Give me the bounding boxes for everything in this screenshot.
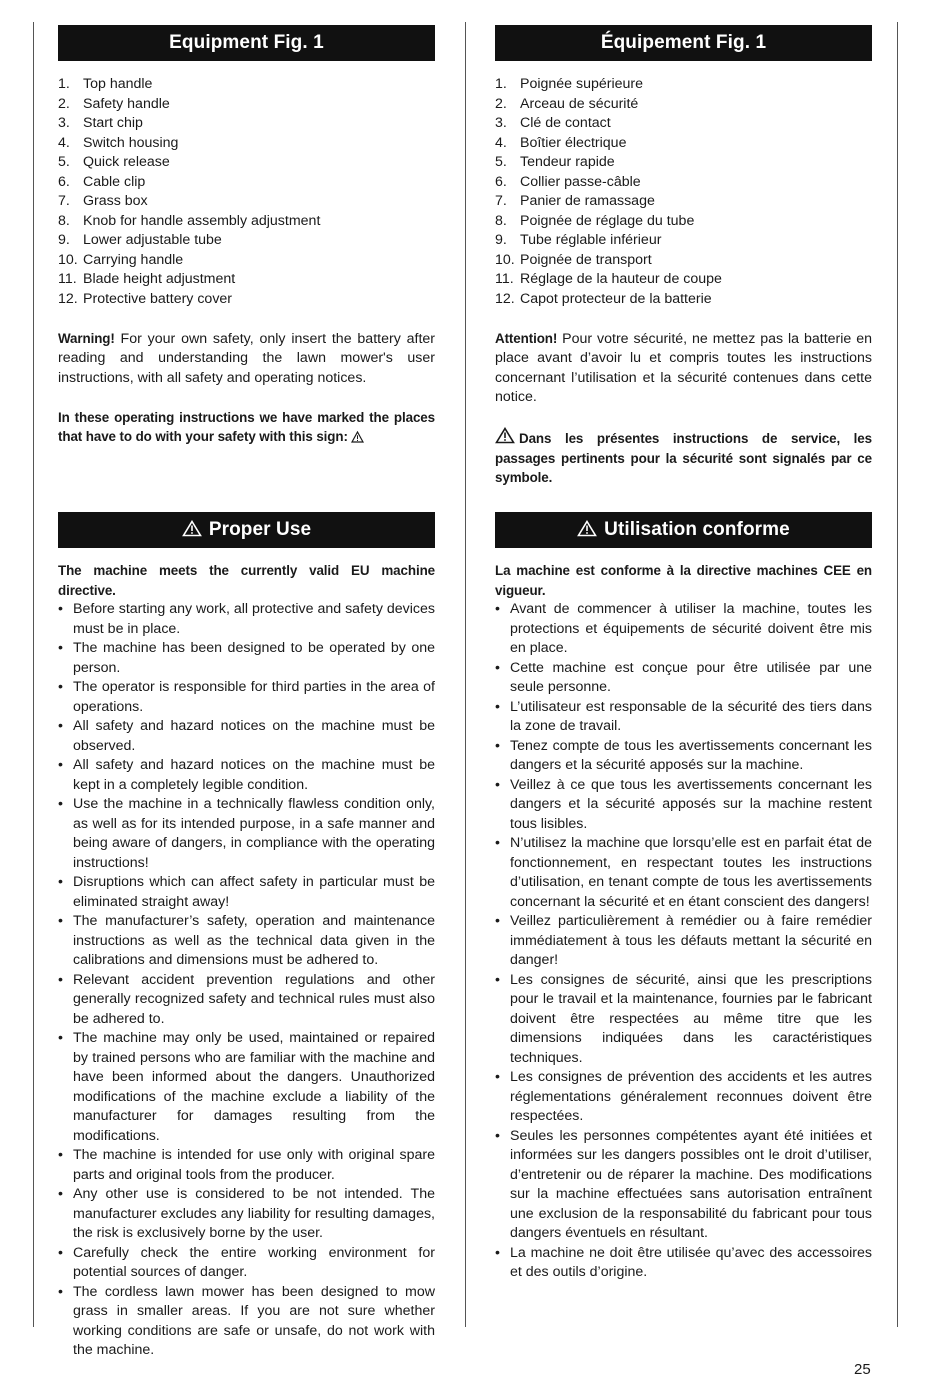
item-number: 6. bbox=[58, 173, 70, 190]
fr-battery-warning bbox=[495, 329, 872, 408]
item-label: Poignée de transport bbox=[520, 251, 652, 268]
bullet-item: • La machine ne doit être utilisée qu’avec des accessoires et des outils d’origine. bbox=[495, 1244, 872, 1283]
equipment-list-item bbox=[495, 153, 872, 173]
item-number: 1. bbox=[495, 76, 507, 92]
fr-safety-sign-note bbox=[495, 427, 872, 488]
en-proper-use-title: Proper Use bbox=[208, 519, 312, 540]
fr-equipment-section bbox=[495, 25, 872, 488]
bullet-item: • The operator is responsible for third parties in the area of operations. bbox=[58, 678, 435, 717]
item-label: Tendeur rapide bbox=[520, 154, 615, 170]
bullet-item: • The manufacturer’s safety, operation and maintenance instructions as well as the technical data given in the calibrations and dimensions must be adhered to. bbox=[58, 912, 435, 971]
bullet-item: • Les consignes de prévention des accidents et les autres réglementations généralement reconnues doivent être respectées. bbox=[495, 1068, 872, 1127]
en-equipment-header bbox=[58, 25, 435, 61]
bullet-item: • The cordless lawn mower has been designed to mow grass in smaller areas. If you are not sure whether working conditions are safe or unsafe, do not work with the machine. bbox=[58, 1283, 435, 1361]
left-margin-rule bbox=[33, 22, 34, 1327]
item-label: Quick release bbox=[83, 154, 170, 170]
equipment-list-item bbox=[495, 270, 872, 290]
bullet-item: • Before starting any work, all protective and safety devices must be in place. bbox=[58, 600, 435, 639]
bullet-item: • Relevant accident prevention regulations and other generally recognized safety and technical rules must also be adhered to. bbox=[58, 971, 435, 1030]
equipment-list-item bbox=[495, 173, 872, 193]
en-battery-warning bbox=[58, 329, 435, 389]
item-number: 2. bbox=[58, 95, 70, 112]
bullet-item: • Carefully check the entire working environment for potential sources of danger. bbox=[58, 1244, 435, 1283]
warning-triangle-icon bbox=[495, 431, 519, 446]
bullet-item: • Les consignes de sécurité, ainsi que les prescriptions pour le travail et la maintenance, fournies par le fabricant doivent être respectées au même titre que les dimensions indiquées dans les caractéristiques techniques. bbox=[495, 971, 872, 1069]
bullet-item: • All safety and hazard notices on the machine must be observed. bbox=[58, 717, 435, 756]
item-number: 8. bbox=[58, 212, 70, 229]
fr-warning-text: Pour votre sécurité, ne mettez pas la batterie en place avant d’avoir lu et compris toutes les instructions concernant l’utilisation et la sécurité contenues dans cette notice. bbox=[495, 330, 872, 405]
item-label: Boîtier électrique bbox=[520, 134, 627, 151]
fr-equipment-list bbox=[495, 75, 872, 309]
item-number: 11. bbox=[58, 271, 77, 287]
equipment-list-item bbox=[58, 95, 435, 115]
right-margin-rule bbox=[897, 22, 898, 1327]
warning-triangle-icon bbox=[351, 429, 364, 444]
item-label: Switch housing bbox=[83, 134, 179, 151]
item-number: 2. bbox=[495, 95, 507, 112]
equipment-list-item bbox=[58, 75, 435, 95]
bullet-item: • Seules les personnes compétentes ayant été initiées et informées sur les dangers possibles ont le droit d’utiliser, d’entretenir ou de réparer la machine. Des modifications sur la machine effectuées sans autorisation entraînent une exclusion de la responsabilité du fabricant pour tous dangers éventuels en résultant. bbox=[495, 1127, 872, 1244]
bullet-item: • All safety and hazard notices on the machine must be kept in a completely legible condition. bbox=[58, 756, 435, 795]
fr-equipment-header bbox=[495, 25, 872, 61]
bullet-item: • Cette machine est conçue pour être utilisée par une seule personne. bbox=[495, 659, 872, 698]
item-number: 10. bbox=[495, 251, 515, 268]
item-label: Blade height adjustment bbox=[83, 271, 236, 287]
item-number: 12. bbox=[495, 290, 515, 307]
item-number: 6. bbox=[495, 173, 507, 190]
page-number: 25 bbox=[854, 1361, 871, 1378]
item-label: Capot protecteur de la batterie bbox=[520, 290, 712, 307]
equipment-list-item bbox=[58, 290, 435, 310]
bullet-item: • N’utilisez la machine que lorsqu’elle est en parfait état de fonctionnement, en respectant toutes les instructions d’utilisation, en tenant compte de tous les avertissements concernant la sécurité et en étant conscient des dangers! bbox=[495, 834, 872, 912]
equipment-list-item bbox=[58, 251, 435, 271]
item-label: Start chip bbox=[83, 115, 143, 131]
item-label: Clé de contact bbox=[520, 115, 611, 131]
bullet-item: • Veillez à ce que tous les avertissements concernant les dangers et la sécurité apposés sur la machine restent tous lisibles. bbox=[495, 776, 872, 835]
en-proper-use-intro: The machine meets the currently valid EU machine directive. bbox=[58, 563, 435, 598]
item-label: Cable clip bbox=[83, 173, 146, 190]
item-label: Lower adjustable tube bbox=[83, 232, 222, 248]
equipment-list-item bbox=[58, 270, 435, 290]
item-number: 4. bbox=[58, 134, 70, 151]
bullet-item: • Any other use is considered to be not intended. The manufacturer excludes any liability for resulting damages, the risk is exclusively borne by the user. bbox=[58, 1185, 435, 1244]
bullet-item: • Avant de commencer à utiliser la machine, toutes les protections et équipements de sécurité doivent être mis en place. bbox=[495, 600, 872, 659]
equipment-list-item bbox=[58, 114, 435, 134]
en-safety-sign-text: In these operating instructions we have marked the places that have to do with your safety with this sign: bbox=[58, 409, 435, 444]
bullet-item: • Disruptions which can affect safety in particular must be eliminated straight away! bbox=[58, 873, 435, 912]
equipment-list-item bbox=[58, 212, 435, 232]
warning-triangle-icon bbox=[577, 514, 597, 550]
item-number: 5. bbox=[495, 154, 507, 170]
center-divider-rule bbox=[465, 22, 466, 1327]
item-label: Panier de ramassage bbox=[520, 193, 655, 209]
fr-equipment-title: Équipement Fig. 1 bbox=[600, 32, 767, 53]
item-label: Poignée supérieure bbox=[520, 76, 644, 92]
item-number: 10. bbox=[58, 251, 78, 268]
item-label: Top handle bbox=[83, 76, 153, 92]
fr-proper-use-intro: La machine est conforme à la directive machines CEE en vigueur. bbox=[495, 563, 872, 598]
en-proper-use-header bbox=[58, 512, 435, 548]
item-label: Safety handle bbox=[83, 95, 170, 112]
equipment-list-item bbox=[495, 212, 872, 232]
item-label: Réglage de la hauteur de coupe bbox=[520, 271, 722, 287]
en-proper-use-list bbox=[58, 600, 435, 1361]
equipment-list-item bbox=[58, 192, 435, 212]
item-number: 7. bbox=[58, 193, 70, 209]
bullet-item: • The machine may only be used, maintained or repaired by trained persons who are familiar with the machine and have been informed about the dangers. Unauthorized modifications of the machine exclude a liability of the manufacturer for damages resulting from the modifications. bbox=[58, 1029, 435, 1146]
fr-proper-use-section bbox=[495, 512, 872, 1283]
en-equipment-title: Equipment Fig. 1 bbox=[169, 32, 324, 53]
item-number: 8. bbox=[495, 212, 507, 229]
equipment-list-item bbox=[58, 231, 435, 251]
item-label: Grass box bbox=[83, 193, 148, 209]
bullet-item: • The machine has been designed to be operated by one person. bbox=[58, 639, 435, 678]
bullet-item: • The machine is intended for use only with original spare parts and original tools from the producer. bbox=[58, 1146, 435, 1185]
item-label: Collier passe-câble bbox=[520, 173, 641, 190]
warning-triangle-icon bbox=[182, 514, 202, 550]
equipment-list-item bbox=[58, 173, 435, 193]
en-safety-sign-note bbox=[58, 408, 435, 447]
equipment-list-item bbox=[495, 134, 872, 154]
equipment-list-item bbox=[58, 134, 435, 154]
fr-proper-use-header bbox=[495, 512, 872, 548]
fr-proper-use-title: Utilisation conforme bbox=[604, 519, 790, 540]
fr-safety-sign-text: Dans les présentes instructions de service, les passages pertinents pour la sécurité sont signalés par ce symbole. bbox=[495, 431, 872, 485]
bullet-item: • L’utilisateur est responsable de la sécurité des tiers dans la zone de travail. bbox=[495, 698, 872, 737]
item-label: Arceau de sécurité bbox=[520, 95, 639, 112]
equipment-list-item bbox=[495, 75, 872, 95]
equipment-list-item bbox=[58, 153, 435, 173]
item-number: 1. bbox=[58, 76, 70, 92]
equipment-list-item bbox=[495, 251, 872, 271]
item-number: 4. bbox=[495, 134, 507, 151]
item-label: Tube réglable inférieur bbox=[520, 232, 662, 248]
en-proper-use-section bbox=[58, 512, 435, 1361]
equipment-list-item bbox=[495, 192, 872, 212]
fr-warning-label: Attention! bbox=[495, 330, 558, 346]
item-number: 7. bbox=[495, 193, 507, 209]
equipment-list-item bbox=[495, 95, 872, 115]
equipment-list-item bbox=[495, 231, 872, 251]
equipment-list-item bbox=[495, 114, 872, 134]
en-warning-text: For your own safety, only insert the battery after reading and understanding the lawn mower's user instructions, with all safety and operating notices. bbox=[58, 330, 435, 386]
en-warning-label: Warning! bbox=[58, 330, 115, 346]
item-label: Knob for handle assembly adjustment bbox=[83, 212, 321, 229]
item-number: 9. bbox=[58, 232, 70, 248]
bullet-item: • Use the machine in a technically flawless condition only, as well as for its intended purpose, in a safe manner and being aware of dangers, in compliance with the operating instructions! bbox=[58, 795, 435, 873]
item-number: 5. bbox=[58, 154, 70, 170]
item-number: 11. bbox=[495, 271, 514, 287]
item-number: 3. bbox=[58, 115, 70, 131]
en-equipment-list bbox=[58, 75, 435, 309]
en-equipment-section bbox=[58, 25, 435, 447]
item-number: 12. bbox=[58, 290, 78, 307]
fr-proper-use-list bbox=[495, 600, 872, 1283]
item-label: Carrying handle bbox=[83, 251, 184, 268]
item-number: 9. bbox=[495, 232, 507, 248]
equipment-list-item bbox=[495, 290, 872, 310]
item-label: Protective battery cover bbox=[83, 290, 233, 307]
bullet-item: • Veillez particulièrement à remédier ou à faire remédier immédiatement à tous les défauts mettant la sécurité en danger! bbox=[495, 912, 872, 971]
item-number: 3. bbox=[495, 115, 507, 131]
item-label: Poignée de réglage du tube bbox=[520, 212, 695, 229]
bullet-item: • Tenez compte de tous les avertissements concernant les dangers et la sécurité apposés sur la machine. bbox=[495, 737, 872, 776]
